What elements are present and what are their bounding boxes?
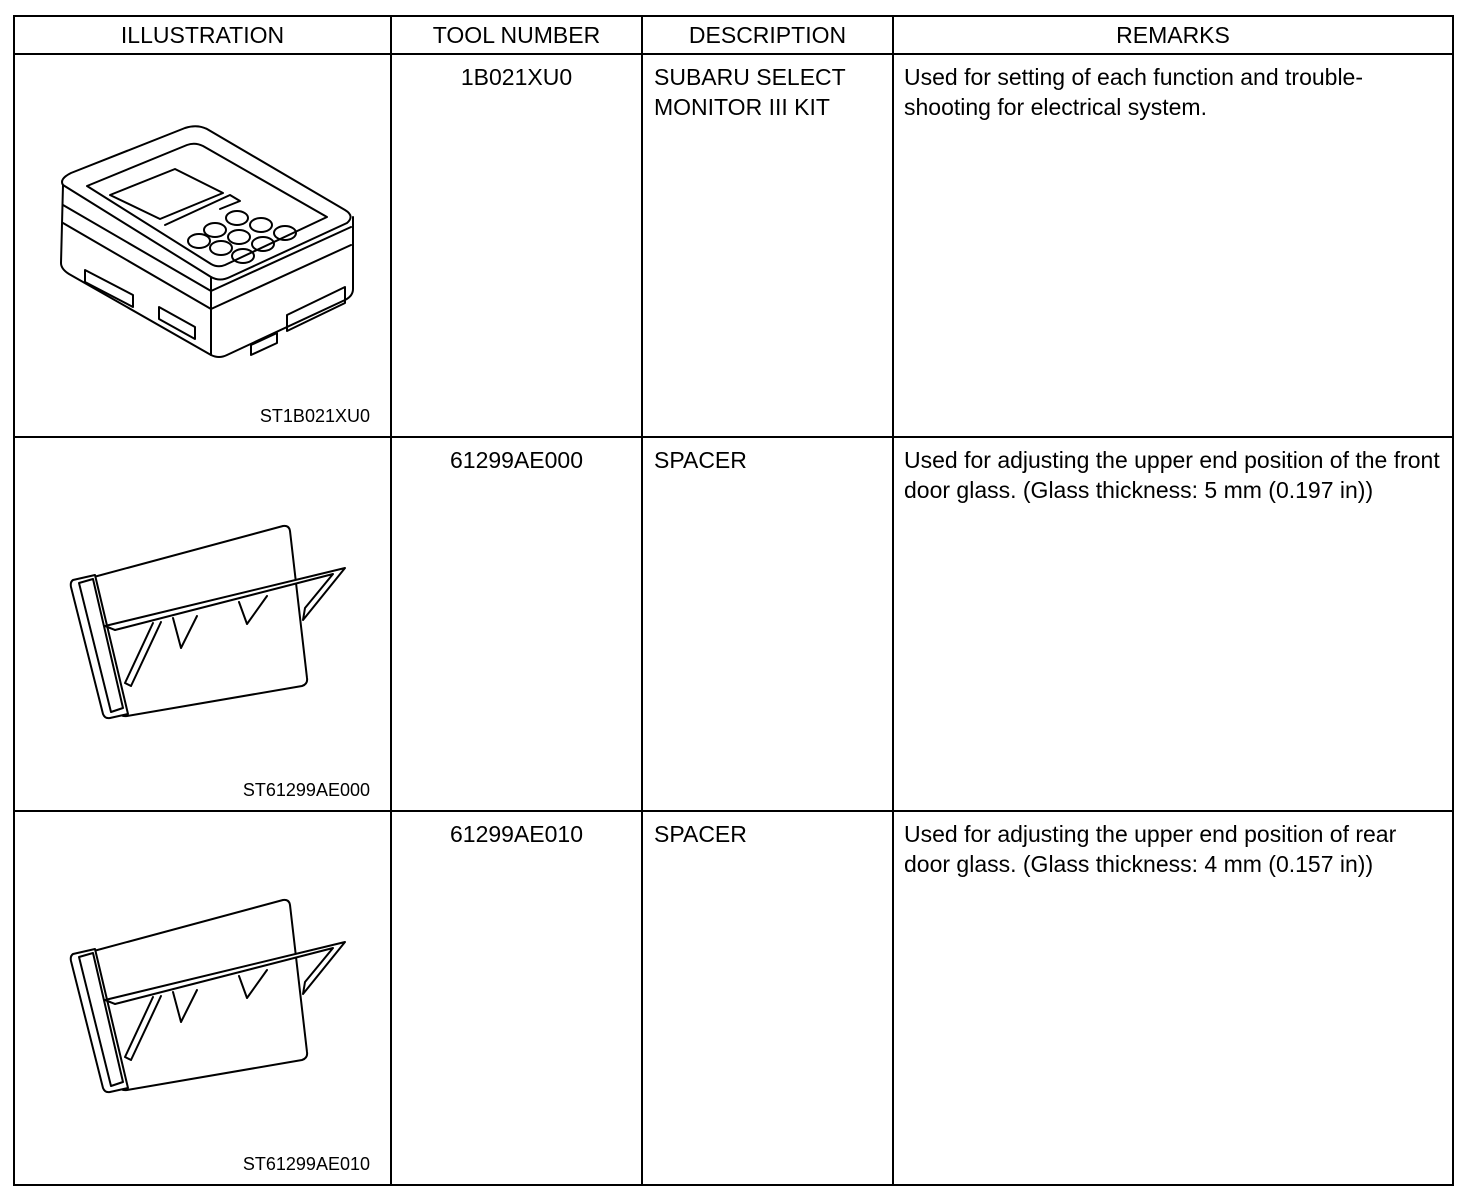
illustration-code: ST1B021XU0 (259, 406, 370, 426)
header-illustration: ILLUSTRATION (14, 16, 391, 54)
tool-number-cell: 1B021XU0 (391, 54, 642, 437)
illustration-cell (14, 54, 391, 437)
description-cell: SPACER (642, 811, 893, 1185)
select-monitor-kit-icon (15, 55, 392, 429)
illustration-cell (14, 437, 391, 811)
spacer-icon (15, 812, 392, 1177)
illustration-code: ST61299AE000 (242, 780, 370, 800)
remarks-cell: Used for adjusting the upper end position of the front door glass. (Glass thickness: 5 mm (0.197 in)) (893, 437, 1453, 811)
remarks-cell: Used for adjusting the upper end position of rear door glass. (Glass thickness: 4 mm (0.157 in)) (893, 811, 1453, 1185)
header-remarks: REMARKS (893, 16, 1453, 54)
header-tool-number: TOOL NUMBER (391, 16, 642, 54)
header-description: DESCRIPTION (642, 16, 893, 54)
special-tools-table (13, 15, 1454, 1186)
table-row (14, 437, 1453, 811)
tool-number-cell: 61299AE000 (391, 437, 642, 811)
spacer-icon (15, 438, 392, 803)
header-row (14, 16, 1453, 54)
remarks-cell: Used for setting of each function and trouble-shooting for electrical system. (893, 54, 1453, 437)
illustration-cell (14, 811, 391, 1185)
table-row (14, 811, 1453, 1185)
table-row (14, 54, 1453, 437)
tool-number-cell: 61299AE010 (391, 811, 642, 1185)
description-cell: SUBARU SELECT MONITOR III KIT (642, 54, 893, 437)
illustration-code: ST61299AE010 (242, 1154, 370, 1174)
description-cell: SPACER (642, 437, 893, 811)
